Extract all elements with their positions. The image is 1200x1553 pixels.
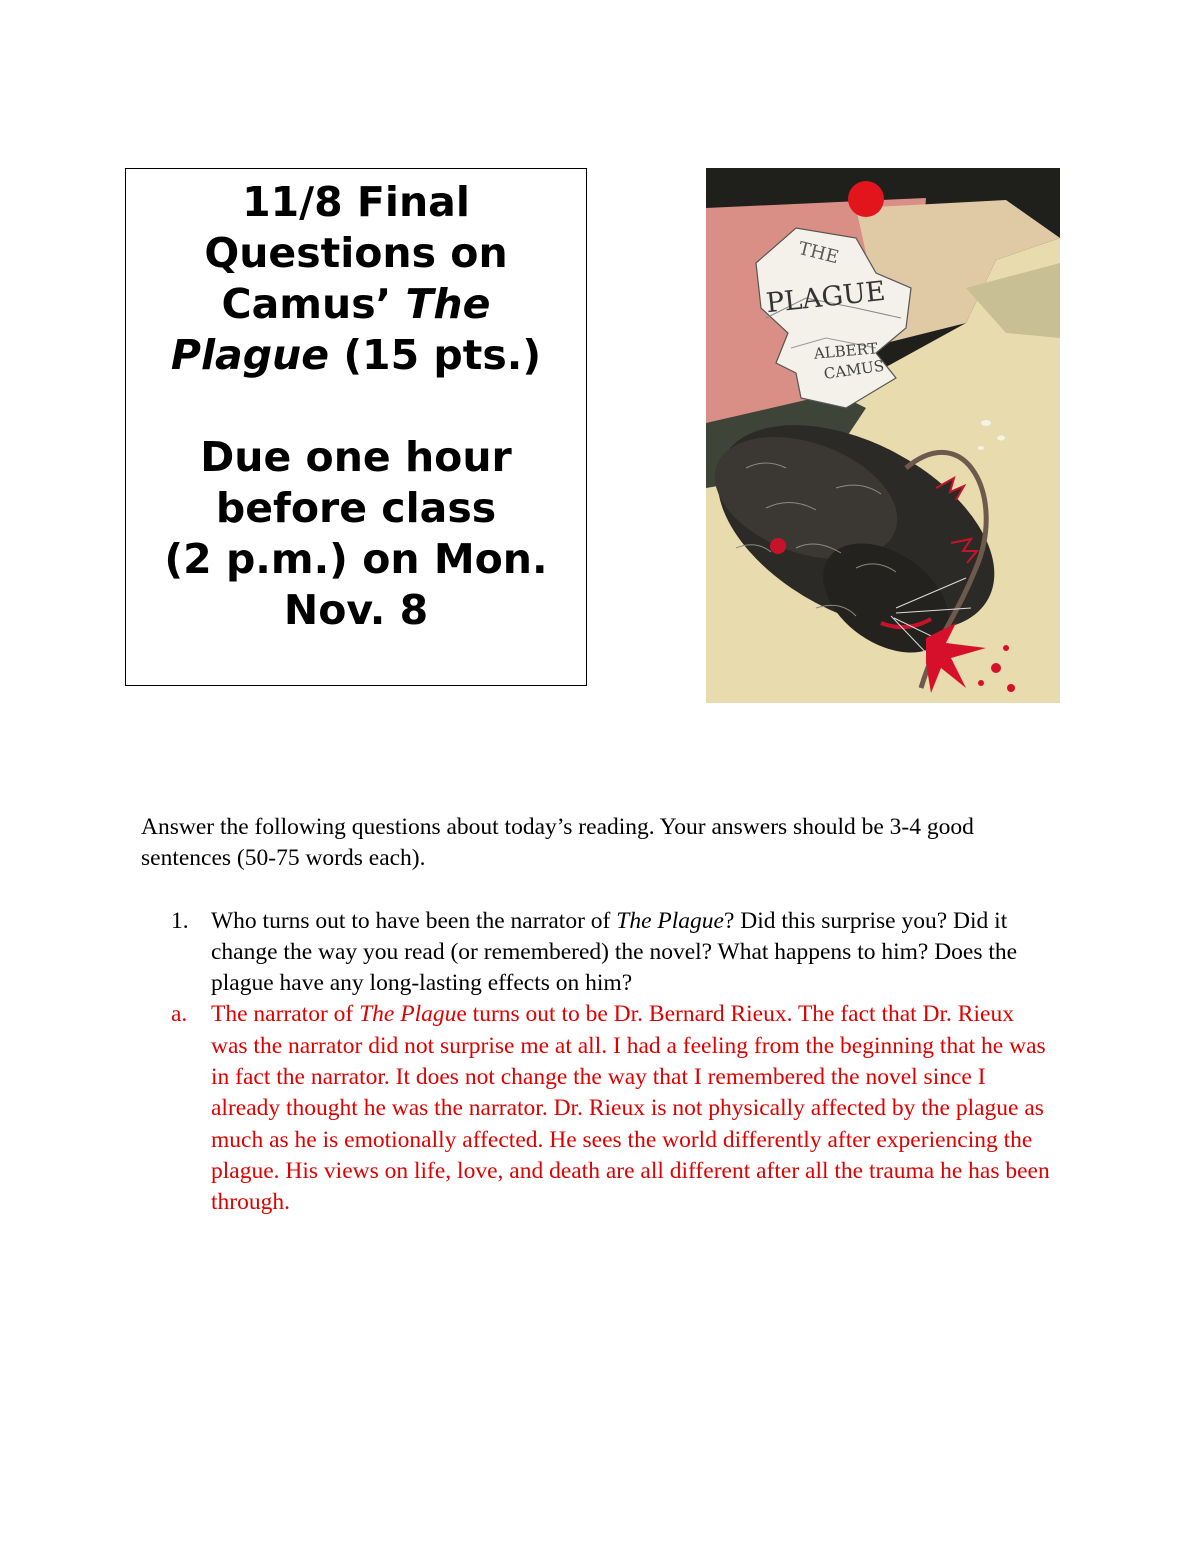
- question-item: [141, 906, 1061, 1000]
- due-line: Due one hour: [200, 433, 512, 481]
- title-book-italic: The: [405, 280, 491, 328]
- cover-title-plague: PLAGUE: [764, 275, 887, 320]
- question-text: [211, 906, 1056, 1000]
- due-line: (2 p.m.) on Mon.: [164, 535, 548, 583]
- question-book-title: The Plague: [616, 907, 724, 934]
- due-line: before class: [215, 484, 497, 532]
- cover-title-the: THE: [796, 237, 841, 269]
- title-camus: Camus’: [221, 280, 406, 328]
- answer-book-title: The Plagu: [359, 1001, 457, 1028]
- book-cover-image: [706, 168, 1060, 703]
- answer-text-post: e turns out to be Dr. Bernard Rieux. The fact that Dr. Rieux was the narrator did not surprise me at all. I had a feeling from the beginning that he was in fact the narrator. It does not change the way that I remembered the novel since I already thought he was the narrator. Dr. Rieux is not physically affected by the plague as much as he is emotionally affected. He sees the world differently after experiencing the plague. His views on life, love, and death are all different after all the trauma he has been through.: [211, 1001, 1050, 1216]
- question-text-post: ? Did this surprise you? Did it change the way you read (or remembered) the novel? What happens to him? Does the plague have any long-lasting effects on him?: [211, 907, 1018, 997]
- answer-text: [211, 999, 1056, 1218]
- title-book-italic: Plague: [170, 331, 330, 379]
- title-line: Questions on: [204, 229, 508, 277]
- answer-marker: [141, 999, 211, 1218]
- question-text-pre: Who turns out to have been the narrator of: [211, 907, 617, 934]
- question-number: [141, 906, 211, 1000]
- title-box: [125, 168, 587, 686]
- answer-marker-label: a.: [171, 1001, 188, 1028]
- question-list: [141, 906, 1061, 1219]
- instructions: Answer the following questions about today’s reading. Your answers should be 3-4 good sentences (50-75 words each).: [141, 814, 974, 872]
- answer-text-pre: The narrator of: [211, 1001, 360, 1028]
- answer-item: [141, 999, 1061, 1218]
- question-number-label: 1.: [171, 907, 189, 934]
- document-body: [141, 812, 1061, 1219]
- due-line: Nov. 8: [283, 586, 429, 634]
- title-points: (15 pts.): [329, 331, 542, 379]
- title-line: [126, 330, 586, 381]
- title-line: [126, 279, 586, 330]
- title-line: 11/8 Final: [242, 178, 470, 226]
- cover-author-last: CAMUS: [822, 356, 886, 383]
- cover-author-first: ALBERT: [813, 339, 879, 363]
